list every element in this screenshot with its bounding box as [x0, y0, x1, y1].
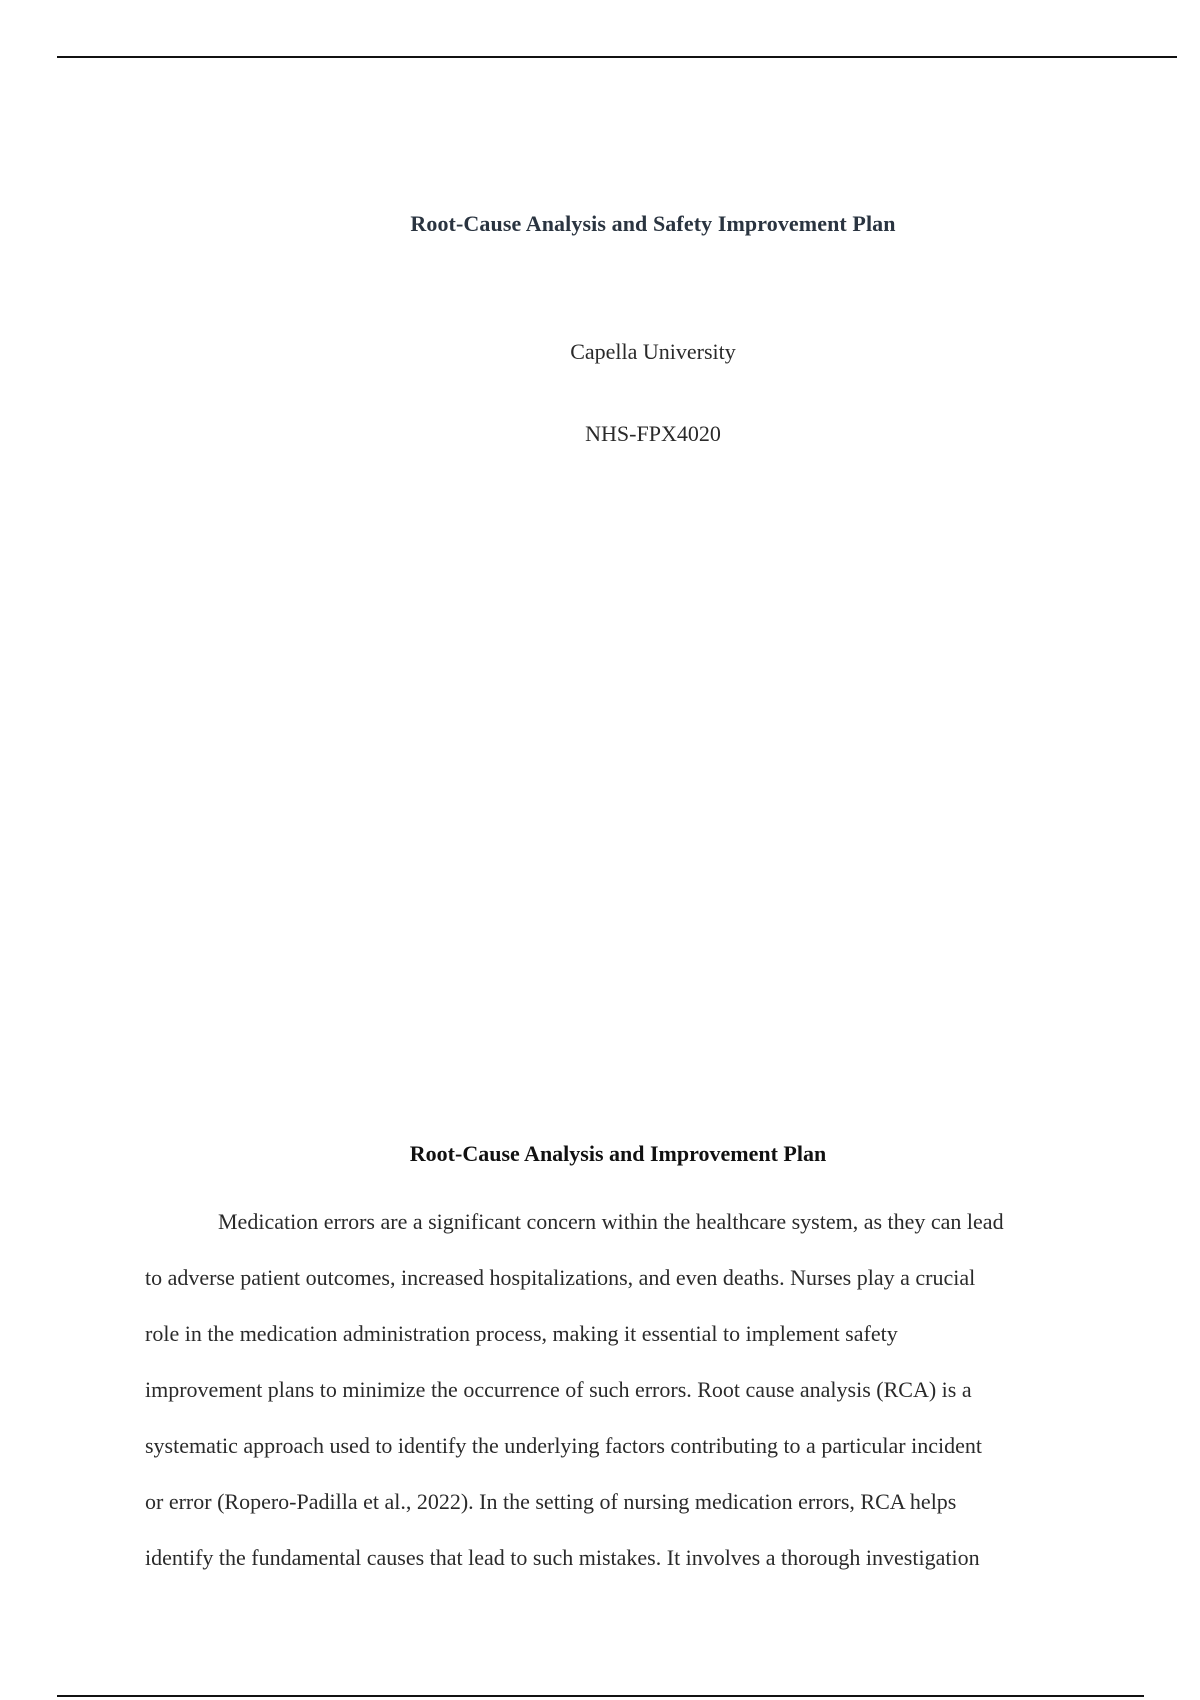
footer-rule	[57, 1695, 1144, 1697]
paragraph-line: improvement plans to minimize the occurrence of such errors. Root cause analysis (RCA) is a	[145, 1377, 972, 1402]
paragraph-line: systematic approach used to identify the underlying factors contributing to a particular incident	[145, 1433, 982, 1458]
course-code: NHS-FPX4020	[585, 421, 721, 446]
paragraph-line: to adverse patient outcomes, increased hospitalizations, and even deaths. Nurses play a crucial	[145, 1265, 976, 1290]
institution-name: Capella University	[570, 339, 736, 364]
header-rule	[57, 56, 1177, 58]
section-heading: Root-Cause Analysis and Improvement Plan	[409, 1141, 827, 1166]
paragraph-line: Medication errors are a significant concern within the healthcare system, as they can lead	[218, 1209, 1004, 1234]
document-title: Root-Cause Analysis and Safety Improvement Plan	[410, 211, 896, 236]
paragraph-line: identify the fundamental causes that lead to such mistakes. It involves a thorough investigation	[145, 1545, 980, 1570]
body-paragraph	[145, 1194, 1085, 1586]
paragraph-line: role in the medication administration process, making it essential to implement safety	[145, 1321, 898, 1346]
paragraph-line: or error (Ropero-Padilla et al., 2022). In the setting of nursing medication errors, RCA helps	[145, 1489, 957, 1514]
